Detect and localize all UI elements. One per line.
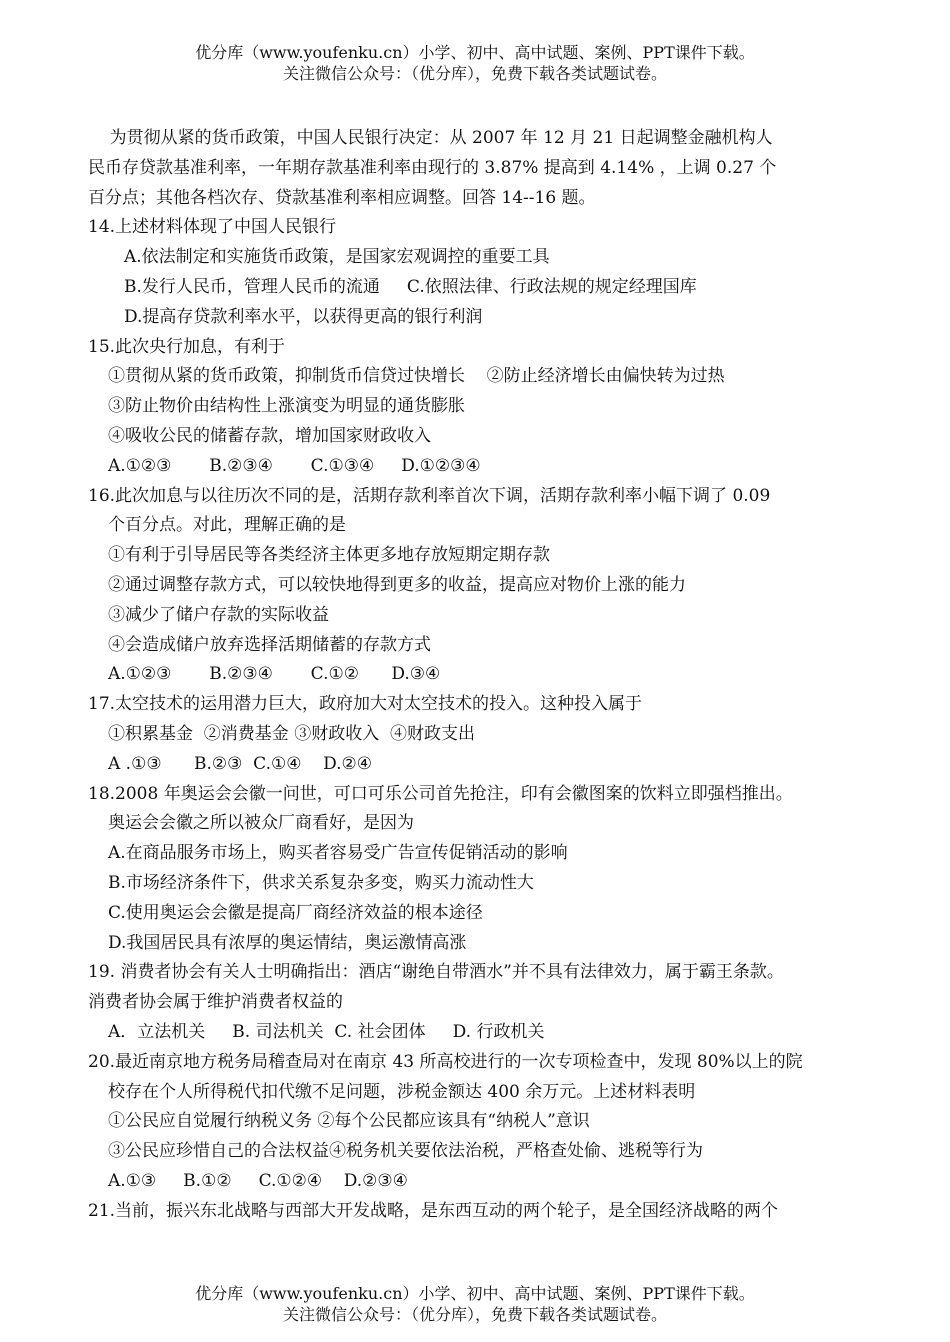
q20-stem-1: 20.最近南京地方税务局稽查局对在南京 43 所高校进行的一次专项检查中，发现 80%以上的院 <box>88 1051 803 1072</box>
q19-stem-2: 消费者协会属于维护消费者权益的 <box>88 992 343 1013</box>
q14-stem: 14.上述材料体现了中国人民银行 <box>88 217 337 238</box>
intro-line-3: 百分点；其他各档次存、贷款基准利率相应调整。回答 14--16 题。 <box>88 187 596 208</box>
q16-stem-1: 16.此次加息与以往历次不同的是，活期存款利率首次下调，活期存款利率小幅下调了 0.09 <box>88 485 771 506</box>
footer-line-1: 优分库（www.youfenku.cn）小学、初中、高中试题、案例、PPT课件下载。 <box>195 1284 755 1303</box>
q16-options: A.①②③ B.②③④ C.①② D.③④ <box>108 664 441 685</box>
q20-item-1-2: ①公民应自觉履行纳税义务 ②每个公民都应该具有“纳税人”意识 <box>108 1111 590 1132</box>
q16-item-3: ③减少了储户存款的实际收益 <box>108 604 329 625</box>
q18-option-d: D.我国居民具有浓厚的奥运情结，奥运激情高涨 <box>108 932 467 953</box>
exam-content <box>88 124 878 1226</box>
q15-stem: 15.此次央行加息，有利于 <box>88 336 286 357</box>
header-line-1: 优分库（www.youfenku.cn）小学、初中、高中试题、案例、PPT课件下载。 <box>195 43 755 62</box>
q18-stem-1: 18.2008 年奥运会会徽一问世，可口可乐公司首先抢注，印有会徽图案的饮料立即强档推出。 <box>88 783 793 804</box>
q21-stem-1: 21.当前，振兴东北战略与西部大开发战略，是东西互动的两个轮子，是全国经济战略的两个 <box>88 1200 779 1221</box>
q17-options: A .①③ B.②③ C.①④ D.②④ <box>108 753 372 774</box>
q16-item-4: ④会造成储户放弃选择活期储蓄的存款方式 <box>108 634 431 655</box>
q16-item-1: ①有利于引导居民等各类经济主体更多地存放短期定期存款 <box>108 545 550 566</box>
q20-options: A.①③ B.①② C.①②④ D.②③④ <box>108 1170 408 1191</box>
intro-line-1: 为贯彻从紧的货币政策，中国人民银行决定：从 2007 年 12 月 21 日起调整金融机构人 <box>88 128 773 148</box>
q20-item-3-4: ③公民应珍惜自己的合法权益④税务机关要依法治税，严格查处偷、逃税等行为 <box>108 1141 703 1162</box>
q19-stem-1: 19. 消费者协会有关人士明确指出：酒店“谢绝自带酒水”并不具有法律效力，属于霸王条款。 <box>88 962 784 983</box>
q19-options: A．立法机关 B. 司法机关 C. 社会团体 D. 行政机关 <box>108 1021 545 1042</box>
header-line-2: 关注微信公众号：（优分库），免费下载各类试题试卷。 <box>282 64 667 83</box>
q16-stem-2: 个百分点。对此，理解正确的是 <box>108 515 346 536</box>
q14-option-d: D.提高存贷款利率水平，以获得更高的银行利润 <box>124 306 483 327</box>
q15-item-3: ③防止物价由结构性上涨演变为明显的通货膨胀 <box>108 396 465 417</box>
q16-item-2: ②通过调整存款方式，可以较快地得到更多的收益，提高应对物价上涨的能力 <box>108 574 686 595</box>
q20-stem-2: 校存在个人所得税代扣代缴不足问题，涉税金额达 400 余万元。上述材料表明 <box>108 1081 696 1102</box>
page-header <box>0 42 950 84</box>
q15-options: A.①②③ B.②③④ C.①③④ D.①②③④ <box>108 455 481 476</box>
intro-line-2: 民币存贷款基准利率，一年期存款基准利率由现行的 3.87% 提高到 4.14% ，上调 0.27 个 <box>88 157 777 178</box>
q18-option-b: B.市场经济条件下，供求关系复杂多变，购买力流动性大 <box>108 872 534 893</box>
q17-items: ①积累基金 ②消费基金 ③财政收入 ④财政支出 <box>108 723 476 744</box>
q18-stem-2: 奥运会会徽之所以被众厂商看好，是因为 <box>108 813 414 834</box>
q15-item-1-2: ①贯彻从紧的货币政策，抑制货币信贷过快增长 ②防止经济增长由偏快转为过热 <box>108 366 725 387</box>
q18-option-a: A.在商品服务市场上，购买者容易受广告宣传促销活动的影响 <box>108 843 568 864</box>
q18-option-c: C.使用奥运会会徽是提高厂商经济效益的根本途径 <box>108 902 483 923</box>
q14-option-a: A.依法制定和实施货币政策，是国家宏观调控的重要工具 <box>124 247 550 268</box>
page-footer <box>0 1283 950 1325</box>
footer-line-2: 关注微信公众号：（优分库），免费下载各类试题试卷。 <box>282 1305 667 1324</box>
q14-option-bc: B.发行人民币，管理人民币的流通 C.依照法律、行政法规的规定经理国库 <box>124 276 697 297</box>
q15-item-4: ④吸收公民的储蓄存款，增加国家财政收入 <box>108 425 431 446</box>
q17-stem: 17.太空技术的运用潜力巨大，政府加大对太空技术的投入。这种投入属于 <box>88 694 643 715</box>
